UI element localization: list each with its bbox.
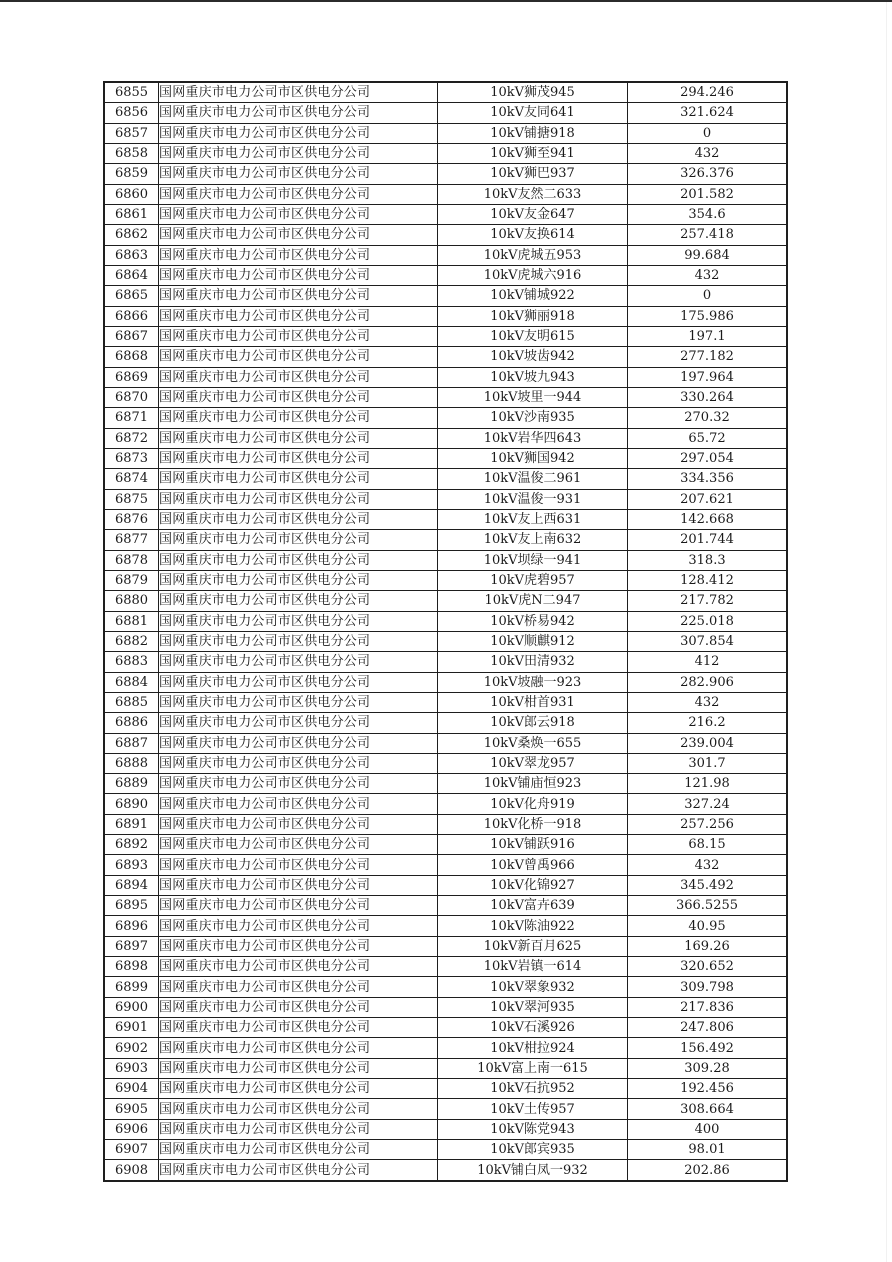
- table-row: [104, 1140, 787, 1160]
- line-name-cell: 10kV狮至941: [438, 143, 628, 163]
- row-id-cell: 6879: [104, 570, 159, 590]
- value-cell: 320.652: [628, 957, 788, 977]
- row-id-cell: 6882: [104, 631, 159, 651]
- organization-cell: 国网重庆市电力公司市区供电分公司: [159, 1058, 438, 1078]
- table-row: [104, 794, 787, 814]
- row-id-cell: 6907: [104, 1140, 159, 1160]
- row-id-cell: 6869: [104, 367, 159, 387]
- value-cell: 98.01: [628, 1140, 788, 1160]
- table-row: [104, 1058, 787, 1078]
- row-id-cell: 6894: [104, 875, 159, 895]
- table-row: [104, 428, 787, 448]
- row-id-cell: 6864: [104, 265, 159, 285]
- value-cell: 40.95: [628, 916, 788, 936]
- line-name-cell: 10kV石抗952: [438, 1079, 628, 1099]
- table-row: [104, 1160, 787, 1181]
- value-cell: 0: [628, 123, 788, 143]
- organization-cell: 国网重庆市电力公司市区供电分公司: [159, 1018, 438, 1038]
- line-name-cell: 10kV虎城五953: [438, 245, 628, 265]
- table-row: [104, 245, 787, 265]
- value-cell: 121.98: [628, 774, 788, 794]
- value-cell: 175.986: [628, 306, 788, 326]
- table-row: [104, 631, 787, 651]
- organization-cell: 国网重庆市电力公司市区供电分公司: [159, 875, 438, 895]
- line-name-cell: 10kV土传957: [438, 1099, 628, 1119]
- row-id-cell: 6878: [104, 550, 159, 570]
- organization-cell: 国网重庆市电力公司市区供电分公司: [159, 387, 438, 407]
- value-cell: 432: [628, 143, 788, 163]
- line-name-cell: 10kV柑首931: [438, 692, 628, 712]
- value-cell: 128.412: [628, 570, 788, 590]
- table-row: [104, 1119, 787, 1139]
- organization-cell: 国网重庆市电力公司市区供电分公司: [159, 103, 438, 123]
- organization-cell: 国网重庆市电力公司市区供电分公司: [159, 489, 438, 509]
- table-row: [104, 448, 787, 468]
- value-cell: 294.246: [628, 82, 788, 103]
- value-cell: 197.1: [628, 326, 788, 346]
- table-row: [104, 509, 787, 529]
- table-row: [104, 530, 787, 550]
- row-id-cell: 6865: [104, 286, 159, 306]
- table-row: [104, 875, 787, 895]
- line-name-cell: 10kV田清932: [438, 652, 628, 672]
- row-id-cell: 6893: [104, 855, 159, 875]
- table-row: [104, 652, 787, 672]
- organization-cell: 国网重庆市电力公司市区供电分公司: [159, 184, 438, 204]
- row-id-cell: 6908: [104, 1160, 159, 1181]
- row-id-cell: 6855: [104, 82, 159, 103]
- table-row: [104, 611, 787, 631]
- table-row: [104, 286, 787, 306]
- value-cell: 327.24: [628, 794, 788, 814]
- table-row: [104, 713, 787, 733]
- table-row: [104, 103, 787, 123]
- line-name-cell: 10kV郎宾935: [438, 1140, 628, 1160]
- value-cell: 321.624: [628, 103, 788, 123]
- row-id-cell: 6875: [104, 489, 159, 509]
- organization-cell: 国网重庆市电力公司市区供电分公司: [159, 570, 438, 590]
- organization-cell: 国网重庆市电力公司市区供电分公司: [159, 1140, 438, 1160]
- row-id-cell: 6902: [104, 1038, 159, 1058]
- organization-cell: 国网重庆市电力公司市区供电分公司: [159, 204, 438, 224]
- row-id-cell: 6890: [104, 794, 159, 814]
- organization-cell: 国网重庆市电力公司市区供电分公司: [159, 448, 438, 468]
- row-id-cell: 6862: [104, 225, 159, 245]
- line-name-cell: 10kV坡齿942: [438, 347, 628, 367]
- line-name-cell: 10kV曾禹966: [438, 855, 628, 875]
- line-name-cell: 10kV郎云918: [438, 713, 628, 733]
- row-id-cell: 6880: [104, 591, 159, 611]
- page-right-edge: [886, 2, 887, 1262]
- organization-cell: 国网重庆市电力公司市区供电分公司: [159, 1038, 438, 1058]
- line-name-cell: 10kV翠象932: [438, 977, 628, 997]
- table-row: [104, 1038, 787, 1058]
- table-row: [104, 977, 787, 997]
- organization-cell: 国网重庆市电力公司市区供电分公司: [159, 245, 438, 265]
- line-name-cell: 10kV狮巴937: [438, 164, 628, 184]
- table-row: [104, 550, 787, 570]
- value-cell: 156.492: [628, 1038, 788, 1058]
- organization-cell: 国网重庆市电力公司市区供电分公司: [159, 631, 438, 651]
- line-name-cell: 10kV铺白凤一932: [438, 1160, 628, 1181]
- organization-cell: 国网重庆市电力公司市区供电分公司: [159, 509, 438, 529]
- line-name-cell: 10kV富卉639: [438, 896, 628, 916]
- row-id-cell: 6888: [104, 753, 159, 773]
- value-cell: 197.964: [628, 367, 788, 387]
- organization-cell: 国网重庆市电力公司市区供电分公司: [159, 855, 438, 875]
- organization-cell: 国网重庆市电力公司市区供电分公司: [159, 347, 438, 367]
- organization-cell: 国网重庆市电力公司市区供电分公司: [159, 164, 438, 184]
- organization-cell: 国网重庆市电力公司市区供电分公司: [159, 265, 438, 285]
- table-row: [104, 326, 787, 346]
- table-row: [104, 1079, 787, 1099]
- value-cell: 202.86: [628, 1160, 788, 1181]
- table-row: [104, 347, 787, 367]
- table-row: [104, 753, 787, 773]
- organization-cell: 国网重庆市电力公司市区供电分公司: [159, 367, 438, 387]
- row-id-cell: 6891: [104, 814, 159, 834]
- table-row: [104, 306, 787, 326]
- organization-cell: 国网重庆市电力公司市区供电分公司: [159, 286, 438, 306]
- row-id-cell: 6881: [104, 611, 159, 631]
- value-cell: 326.376: [628, 164, 788, 184]
- value-cell: 270.32: [628, 408, 788, 428]
- line-name-cell: 10kV化桥一918: [438, 814, 628, 834]
- table-row: [104, 408, 787, 428]
- value-cell: 216.2: [628, 713, 788, 733]
- row-id-cell: 6905: [104, 1099, 159, 1119]
- table-row: [104, 896, 787, 916]
- row-id-cell: 6898: [104, 957, 159, 977]
- table-row: [104, 164, 787, 184]
- value-cell: 207.621: [628, 489, 788, 509]
- line-name-cell: 10kV陈油922: [438, 916, 628, 936]
- line-name-cell: 10kV狮丽918: [438, 306, 628, 326]
- row-id-cell: 6858: [104, 143, 159, 163]
- line-name-cell: 10kV化锦927: [438, 875, 628, 895]
- row-id-cell: 6906: [104, 1119, 159, 1139]
- table-row: [104, 591, 787, 611]
- value-cell: 297.054: [628, 448, 788, 468]
- line-name-cell: 10kV陈党943: [438, 1119, 628, 1139]
- organization-cell: 国网重庆市电力公司市区供电分公司: [159, 591, 438, 611]
- organization-cell: 国网重庆市电力公司市区供电分公司: [159, 611, 438, 631]
- table-row: [104, 1018, 787, 1038]
- organization-cell: 国网重庆市电力公司市区供电分公司: [159, 550, 438, 570]
- row-id-cell: 6873: [104, 448, 159, 468]
- row-id-cell: 6901: [104, 1018, 159, 1038]
- line-name-cell: 10kV温俊一931: [438, 489, 628, 509]
- table-row: [104, 774, 787, 794]
- table-row: [104, 692, 787, 712]
- table-row: [104, 835, 787, 855]
- row-id-cell: 6870: [104, 387, 159, 407]
- line-name-cell: 10kV友换614: [438, 225, 628, 245]
- value-cell: 65.72: [628, 428, 788, 448]
- line-name-cell: 10kV岩镇一614: [438, 957, 628, 977]
- row-id-cell: 6861: [104, 204, 159, 224]
- row-id-cell: 6900: [104, 997, 159, 1017]
- organization-cell: 国网重庆市电力公司市区供电分公司: [159, 997, 438, 1017]
- organization-cell: 国网重庆市电力公司市区供电分公司: [159, 306, 438, 326]
- line-name-cell: 10kV友上西631: [438, 509, 628, 529]
- table-row: [104, 957, 787, 977]
- organization-cell: 国网重庆市电力公司市区供电分公司: [159, 794, 438, 814]
- organization-cell: 国网重庆市电力公司市区供电分公司: [159, 143, 438, 163]
- line-name-cell: 10kV化舟919: [438, 794, 628, 814]
- line-name-cell: 10kV友上南632: [438, 530, 628, 550]
- line-name-cell: 10kV虎城六916: [438, 265, 628, 285]
- table-row: [104, 469, 787, 489]
- table-row: [104, 1099, 787, 1119]
- value-cell: 225.018: [628, 611, 788, 631]
- value-cell: 192.456: [628, 1079, 788, 1099]
- value-cell: 239.004: [628, 733, 788, 753]
- value-cell: 169.26: [628, 936, 788, 956]
- line-name-cell: 10kV翠龙957: [438, 753, 628, 773]
- line-name-cell: 10kV新百月625: [438, 936, 628, 956]
- line-name-cell: 10kV狮茂945: [438, 82, 628, 103]
- value-cell: 366.5255: [628, 896, 788, 916]
- row-id-cell: 6877: [104, 530, 159, 550]
- table-row: [104, 936, 787, 956]
- organization-cell: 国网重庆市电力公司市区供电分公司: [159, 713, 438, 733]
- organization-cell: 国网重庆市电力公司市区供电分公司: [159, 957, 438, 977]
- organization-cell: 国网重庆市电力公司市区供电分公司: [159, 1079, 438, 1099]
- table-row: [104, 204, 787, 224]
- line-name-cell: 10kV岩华四643: [438, 428, 628, 448]
- organization-cell: 国网重庆市电力公司市区供电分公司: [159, 896, 438, 916]
- value-cell: 432: [628, 265, 788, 285]
- row-id-cell: 6885: [104, 692, 159, 712]
- page-top-edge: [0, 0, 892, 2]
- row-id-cell: 6887: [104, 733, 159, 753]
- row-id-cell: 6876: [104, 509, 159, 529]
- value-cell: 318.3: [628, 550, 788, 570]
- line-name-cell: 10kV石溪926: [438, 1018, 628, 1038]
- line-name-cell: 10kV坝绿一941: [438, 550, 628, 570]
- line-name-cell: 10kV友然二633: [438, 184, 628, 204]
- row-id-cell: 6886: [104, 713, 159, 733]
- value-cell: 308.664: [628, 1099, 788, 1119]
- row-id-cell: 6897: [104, 936, 159, 956]
- table-row: [104, 570, 787, 590]
- table-row: [104, 184, 787, 204]
- organization-cell: 国网重庆市电力公司市区供电分公司: [159, 692, 438, 712]
- row-id-cell: 6884: [104, 672, 159, 692]
- row-id-cell: 6860: [104, 184, 159, 204]
- organization-cell: 国网重庆市电力公司市区供电分公司: [159, 408, 438, 428]
- row-id-cell: 6895: [104, 896, 159, 916]
- value-cell: 201.744: [628, 530, 788, 550]
- line-name-cell: 10kV坡里一944: [438, 387, 628, 407]
- line-name-cell: 10kV坡融一923: [438, 672, 628, 692]
- line-name-cell: 10kV虎N二947: [438, 591, 628, 611]
- table-row: [104, 733, 787, 753]
- organization-cell: 国网重庆市电力公司市区供电分公司: [159, 652, 438, 672]
- table-row: [104, 814, 787, 834]
- organization-cell: 国网重庆市电力公司市区供电分公司: [159, 1160, 438, 1181]
- organization-cell: 国网重庆市电力公司市区供电分公司: [159, 733, 438, 753]
- organization-cell: 国网重庆市电力公司市区供电分公司: [159, 1099, 438, 1119]
- organization-cell: 国网重庆市电力公司市区供电分公司: [159, 1119, 438, 1139]
- organization-cell: 国网重庆市电力公司市区供电分公司: [159, 814, 438, 834]
- row-id-cell: 6868: [104, 347, 159, 367]
- value-cell: 412: [628, 652, 788, 672]
- row-id-cell: 6903: [104, 1058, 159, 1078]
- value-cell: 307.854: [628, 631, 788, 651]
- organization-cell: 国网重庆市电力公司市区供电分公司: [159, 672, 438, 692]
- value-cell: 247.806: [628, 1018, 788, 1038]
- table-row: [104, 489, 787, 509]
- row-id-cell: 6874: [104, 469, 159, 489]
- organization-cell: 国网重庆市电力公司市区供电分公司: [159, 82, 438, 103]
- value-cell: 334.356: [628, 469, 788, 489]
- value-cell: 201.582: [628, 184, 788, 204]
- value-cell: 277.182: [628, 347, 788, 367]
- table-row: [104, 916, 787, 936]
- value-cell: 217.836: [628, 997, 788, 1017]
- value-cell: 309.798: [628, 977, 788, 997]
- value-cell: 257.418: [628, 225, 788, 245]
- line-name-cell: 10kV狮国942: [438, 448, 628, 468]
- line-name-cell: 10kV桥易942: [438, 611, 628, 631]
- table-row: [104, 855, 787, 875]
- table-row: [104, 997, 787, 1017]
- value-cell: 68.15: [628, 835, 788, 855]
- organization-cell: 国网重庆市电力公司市区供电分公司: [159, 835, 438, 855]
- organization-cell: 国网重庆市电力公司市区供电分公司: [159, 916, 438, 936]
- table-row: [104, 123, 787, 143]
- row-id-cell: 6857: [104, 123, 159, 143]
- value-cell: 142.668: [628, 509, 788, 529]
- value-cell: 345.492: [628, 875, 788, 895]
- table-row: [104, 225, 787, 245]
- table-row: [104, 367, 787, 387]
- value-cell: 282.906: [628, 672, 788, 692]
- row-id-cell: 6859: [104, 164, 159, 184]
- organization-cell: 国网重庆市电力公司市区供电分公司: [159, 774, 438, 794]
- value-cell: 0: [628, 286, 788, 306]
- value-cell: 99.684: [628, 245, 788, 265]
- row-id-cell: 6872: [104, 428, 159, 448]
- organization-cell: 国网重庆市电力公司市区供电分公司: [159, 123, 438, 143]
- line-name-cell: 10kV友金647: [438, 204, 628, 224]
- value-cell: 301.7: [628, 753, 788, 773]
- line-name-cell: 10kV虎碧957: [438, 570, 628, 590]
- organization-cell: 国网重庆市电力公司市区供电分公司: [159, 225, 438, 245]
- row-id-cell: 6883: [104, 652, 159, 672]
- row-id-cell: 6896: [104, 916, 159, 936]
- organization-cell: 国网重庆市电力公司市区供电分公司: [159, 977, 438, 997]
- line-name-cell: 10kV铺搪918: [438, 123, 628, 143]
- organization-cell: 国网重庆市电力公司市区供电分公司: [159, 530, 438, 550]
- row-id-cell: 6889: [104, 774, 159, 794]
- value-cell: 432: [628, 855, 788, 875]
- row-id-cell: 6867: [104, 326, 159, 346]
- table-body: [104, 82, 787, 1181]
- data-table: [103, 81, 788, 1182]
- line-name-cell: 10kV柑拉924: [438, 1038, 628, 1058]
- line-name-cell: 10kV铺跃916: [438, 835, 628, 855]
- value-cell: 432: [628, 692, 788, 712]
- table-row: [104, 82, 787, 103]
- table-row: [104, 672, 787, 692]
- line-name-cell: 10kV顺麒912: [438, 631, 628, 651]
- organization-cell: 国网重庆市电力公司市区供电分公司: [159, 428, 438, 448]
- value-cell: 257.256: [628, 814, 788, 834]
- table-row: [104, 265, 787, 285]
- line-name-cell: 10kV友同641: [438, 103, 628, 123]
- line-name-cell: 10kV友明615: [438, 326, 628, 346]
- value-cell: 330.264: [628, 387, 788, 407]
- table-row: [104, 387, 787, 407]
- value-cell: 354.6: [628, 204, 788, 224]
- row-id-cell: 6899: [104, 977, 159, 997]
- organization-cell: 国网重庆市电力公司市区供电分公司: [159, 469, 438, 489]
- organization-cell: 国网重庆市电力公司市区供电分公司: [159, 936, 438, 956]
- row-id-cell: 6863: [104, 245, 159, 265]
- value-cell: 309.28: [628, 1058, 788, 1078]
- row-id-cell: 6856: [104, 103, 159, 123]
- value-cell: 217.782: [628, 591, 788, 611]
- line-name-cell: 10kV翠河935: [438, 997, 628, 1017]
- line-name-cell: 10kV桑焕一655: [438, 733, 628, 753]
- row-id-cell: 6866: [104, 306, 159, 326]
- line-name-cell: 10kV坡九943: [438, 367, 628, 387]
- value-cell: 400: [628, 1119, 788, 1139]
- row-id-cell: 6892: [104, 835, 159, 855]
- row-id-cell: 6904: [104, 1079, 159, 1099]
- table-row: [104, 143, 787, 163]
- line-name-cell: 10kV铺庙恒923: [438, 774, 628, 794]
- line-name-cell: 10kV铺城922: [438, 286, 628, 306]
- line-name-cell: 10kV富上南一615: [438, 1058, 628, 1078]
- row-id-cell: 6871: [104, 408, 159, 428]
- organization-cell: 国网重庆市电力公司市区供电分公司: [159, 326, 438, 346]
- organization-cell: 国网重庆市电力公司市区供电分公司: [159, 753, 438, 773]
- line-name-cell: 10kV沙南935: [438, 408, 628, 428]
- line-name-cell: 10kV温俊二961: [438, 469, 628, 489]
